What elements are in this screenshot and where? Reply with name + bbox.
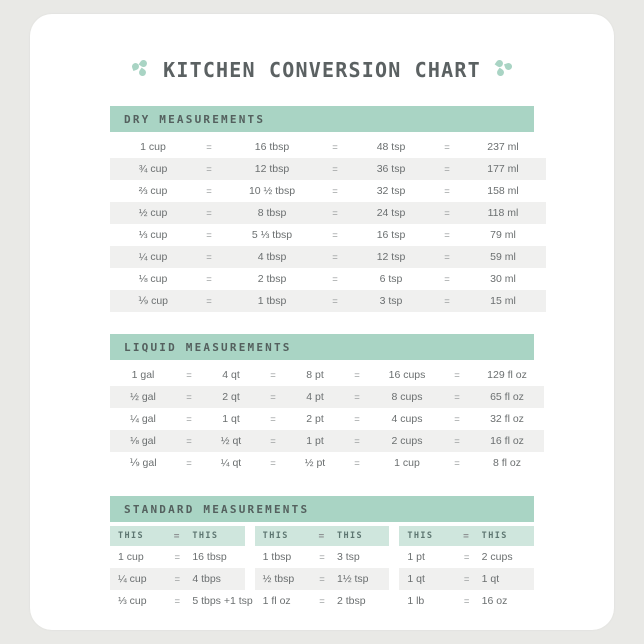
cell-value: 1 pt bbox=[286, 430, 344, 452]
cell-value: 10 ½ tbsp bbox=[222, 180, 322, 202]
column-header-equals: = bbox=[168, 526, 186, 546]
cell-value: 5 ⅓ tbsp bbox=[222, 224, 322, 246]
cell-value: 1 qt bbox=[476, 568, 534, 590]
cell-value: ⅛ gal bbox=[110, 430, 176, 452]
leaf-flourish-left-icon bbox=[131, 60, 153, 80]
cell-equals: = bbox=[168, 590, 186, 612]
cell-value: 1½ tsp bbox=[331, 568, 389, 590]
cell-equals: = bbox=[313, 590, 331, 612]
standard-group-1 bbox=[110, 526, 253, 612]
cell-equals: = bbox=[322, 158, 348, 180]
table-row bbox=[110, 568, 245, 590]
cell-equals: = bbox=[196, 246, 222, 268]
table-header-row bbox=[399, 526, 534, 546]
cell-value: 1 lb bbox=[399, 590, 457, 612]
cell-value: 8 pt bbox=[286, 364, 344, 386]
cell-equals: = bbox=[434, 158, 460, 180]
table-row bbox=[110, 408, 544, 430]
section-header-liquid bbox=[110, 334, 534, 360]
cell-equals: = bbox=[313, 568, 331, 590]
cell-equals: = bbox=[260, 452, 286, 474]
cell-value: 36 tsp bbox=[348, 158, 434, 180]
cell-equals: = bbox=[196, 136, 222, 158]
cell-equals: = bbox=[322, 136, 348, 158]
cell-value: 30 ml bbox=[460, 268, 546, 290]
cell-equals: = bbox=[196, 224, 222, 246]
table-header-row bbox=[110, 526, 245, 546]
table-standard-1 bbox=[110, 526, 253, 612]
cell-value: 8 cups bbox=[370, 386, 444, 408]
standard-group-2 bbox=[255, 526, 390, 612]
cell-equals: = bbox=[322, 224, 348, 246]
cell-equals: = bbox=[176, 364, 202, 386]
table-row bbox=[110, 452, 544, 474]
page-title bbox=[110, 58, 534, 82]
cell-equals: = bbox=[434, 268, 460, 290]
cell-value: 8 fl oz bbox=[470, 452, 544, 474]
cell-value: ¼ cup bbox=[110, 568, 168, 590]
cell-equals: = bbox=[434, 202, 460, 224]
section-header-dry bbox=[110, 106, 534, 132]
cell-equals: = bbox=[322, 246, 348, 268]
cell-value: 12 tsp bbox=[348, 246, 434, 268]
cell-value: ¼ qt bbox=[202, 452, 260, 474]
cell-equals: = bbox=[458, 546, 476, 568]
section-header-dry-label: DRY MEASUREMENTS bbox=[124, 112, 266, 126]
chart-content bbox=[110, 44, 534, 612]
cell-value: 2 cups bbox=[476, 546, 534, 568]
cell-value: 5 tbps +1 tsp bbox=[186, 590, 244, 612]
cell-equals: = bbox=[322, 268, 348, 290]
column-header-this-right: THIS bbox=[186, 526, 244, 546]
table-row bbox=[399, 546, 534, 568]
cell-equals: = bbox=[196, 268, 222, 290]
table-row bbox=[399, 568, 534, 590]
section-header-standard bbox=[110, 496, 534, 522]
cell-value: 1 fl oz bbox=[255, 590, 313, 612]
cell-value: 1 pt bbox=[399, 546, 457, 568]
column-header-this-left: THIS bbox=[255, 526, 313, 546]
cell-value: 16 tbsp bbox=[186, 546, 244, 568]
standard-group-3 bbox=[399, 526, 534, 612]
table-row bbox=[110, 590, 245, 612]
column-header-this-right: THIS bbox=[476, 526, 534, 546]
cell-equals: = bbox=[168, 568, 186, 590]
leaf-flourish-right-icon bbox=[491, 60, 513, 80]
cell-equals: = bbox=[168, 546, 186, 568]
cell-value: ⅛ cup bbox=[110, 268, 196, 290]
cell-value: 158 ml bbox=[460, 180, 546, 202]
column-header-this-left: THIS bbox=[399, 526, 457, 546]
cell-equals: = bbox=[260, 386, 286, 408]
cell-value: 1 cup bbox=[370, 452, 444, 474]
table-row bbox=[110, 364, 544, 386]
cell-equals: = bbox=[196, 290, 222, 312]
cell-equals: = bbox=[344, 386, 370, 408]
table-standard-3 bbox=[399, 526, 534, 612]
cell-equals: = bbox=[444, 452, 470, 474]
cell-value: 1 gal bbox=[110, 364, 176, 386]
cell-value: ⅔ cup bbox=[110, 180, 196, 202]
table-liquid-measurements bbox=[110, 364, 544, 474]
cell-value: 1 qt bbox=[399, 568, 457, 590]
table-row bbox=[110, 246, 546, 268]
column-header-this-left: THIS bbox=[110, 526, 168, 546]
table-row bbox=[110, 546, 245, 568]
cell-value: 65 fl oz bbox=[470, 386, 544, 408]
cell-value: 3 tsp bbox=[348, 290, 434, 312]
cell-equals: = bbox=[444, 364, 470, 386]
cell-equals: = bbox=[176, 408, 202, 430]
cell-value: 3 tsp bbox=[331, 546, 389, 568]
table-standard-2 bbox=[255, 526, 390, 612]
cell-value: 24 tsp bbox=[348, 202, 434, 224]
cell-value: ¼ gal bbox=[110, 408, 176, 430]
section-header-liquid-label: LIQUID MEASUREMENTS bbox=[124, 340, 292, 354]
cell-value: 8 tbsp bbox=[222, 202, 322, 224]
cell-value: ½ cup bbox=[110, 202, 196, 224]
cell-value: 1 tbsp bbox=[222, 290, 322, 312]
standard-measurements-groups bbox=[110, 526, 534, 612]
cell-value: 4 pt bbox=[286, 386, 344, 408]
cell-value: ⅑ cup bbox=[110, 290, 196, 312]
table-row bbox=[110, 430, 544, 452]
table-row bbox=[110, 290, 546, 312]
cell-equals: = bbox=[196, 158, 222, 180]
cell-value: 1 cup bbox=[110, 136, 196, 158]
cell-value: 118 ml bbox=[460, 202, 546, 224]
column-header-this-right: THIS bbox=[331, 526, 389, 546]
cell-value: 16 cups bbox=[370, 364, 444, 386]
cell-equals: = bbox=[444, 386, 470, 408]
cell-value: 1 tbsp bbox=[255, 546, 313, 568]
cell-equals: = bbox=[176, 430, 202, 452]
cell-value: 79 ml bbox=[460, 224, 546, 246]
table-row bbox=[110, 224, 546, 246]
cell-value: ½ pt bbox=[286, 452, 344, 474]
cell-equals: = bbox=[196, 180, 222, 202]
cell-value: 48 tsp bbox=[348, 136, 434, 158]
cell-value: 237 ml bbox=[460, 136, 546, 158]
cell-value: 2 tbsp bbox=[331, 590, 389, 612]
cell-value: 129 fl oz bbox=[470, 364, 544, 386]
cell-value: 32 fl oz bbox=[470, 408, 544, 430]
column-header-equals: = bbox=[458, 526, 476, 546]
cell-equals: = bbox=[322, 202, 348, 224]
table-row bbox=[255, 590, 390, 612]
cell-equals: = bbox=[176, 386, 202, 408]
cell-value: 16 fl oz bbox=[470, 430, 544, 452]
cell-equals: = bbox=[344, 408, 370, 430]
cell-equals: = bbox=[260, 430, 286, 452]
cell-value: 4 cups bbox=[370, 408, 444, 430]
cell-equals: = bbox=[322, 180, 348, 202]
table-header-row bbox=[255, 526, 390, 546]
cell-value: 6 tsp bbox=[348, 268, 434, 290]
cell-equals: = bbox=[444, 430, 470, 452]
table-row bbox=[255, 568, 390, 590]
table-row bbox=[399, 590, 534, 612]
cell-value: 4 qt bbox=[202, 364, 260, 386]
cell-value: 16 oz bbox=[476, 590, 534, 612]
cell-value: 16 tsp bbox=[348, 224, 434, 246]
section-header-standard-label: STANDARD MEASUREMENTS bbox=[124, 502, 310, 516]
table-row bbox=[110, 158, 546, 180]
page-title-text: KITCHEN CONVERSION CHART bbox=[163, 58, 481, 82]
cell-equals: = bbox=[260, 408, 286, 430]
cell-equals: = bbox=[344, 452, 370, 474]
cell-value: ⅓ cup bbox=[110, 590, 168, 612]
table-liquid-body bbox=[110, 364, 544, 474]
table-dry-body bbox=[110, 136, 546, 312]
cell-value: 177 ml bbox=[460, 158, 546, 180]
cell-value: ¼ cup bbox=[110, 246, 196, 268]
cell-equals: = bbox=[196, 202, 222, 224]
cell-equals: = bbox=[434, 180, 460, 202]
cell-value: 4 tbps bbox=[186, 568, 244, 590]
cell-equals: = bbox=[434, 246, 460, 268]
cell-value: 59 ml bbox=[460, 246, 546, 268]
cell-value: ¾ cup bbox=[110, 158, 196, 180]
cell-equals: = bbox=[458, 590, 476, 612]
cell-equals: = bbox=[434, 290, 460, 312]
cell-value: ½ qt bbox=[202, 430, 260, 452]
cell-equals: = bbox=[434, 224, 460, 246]
cell-equals: = bbox=[260, 364, 286, 386]
cell-equals: = bbox=[344, 364, 370, 386]
cell-value: 15 ml bbox=[460, 290, 546, 312]
table-row bbox=[110, 268, 546, 290]
cell-equals: = bbox=[313, 546, 331, 568]
table-dry-measurements bbox=[110, 136, 546, 312]
cell-equals: = bbox=[344, 430, 370, 452]
cell-value: 2 pt bbox=[286, 408, 344, 430]
cell-equals: = bbox=[458, 568, 476, 590]
cell-value: 16 tbsp bbox=[222, 136, 322, 158]
table-row bbox=[110, 202, 546, 224]
cell-equals: = bbox=[444, 408, 470, 430]
cell-value: 1 qt bbox=[202, 408, 260, 430]
column-header-equals: = bbox=[313, 526, 331, 546]
cell-value: ⅑ gal bbox=[110, 452, 176, 474]
cell-value: 32 tsp bbox=[348, 180, 434, 202]
cell-value: 12 tbsp bbox=[222, 158, 322, 180]
cell-value: ⅓ cup bbox=[110, 224, 196, 246]
cell-equals: = bbox=[434, 136, 460, 158]
cell-value: 4 tbsp bbox=[222, 246, 322, 268]
conversion-chart-card bbox=[30, 14, 614, 630]
cell-value: 2 qt bbox=[202, 386, 260, 408]
cell-equals: = bbox=[322, 290, 348, 312]
table-row bbox=[110, 136, 546, 158]
cell-equals: = bbox=[176, 452, 202, 474]
cell-value: ½ tbsp bbox=[255, 568, 313, 590]
cell-value: 2 cups bbox=[370, 430, 444, 452]
table-row bbox=[255, 546, 390, 568]
cell-value: 1 cup bbox=[110, 546, 168, 568]
cell-value: 2 tbsp bbox=[222, 268, 322, 290]
cell-value: ½ gal bbox=[110, 386, 176, 408]
table-row bbox=[110, 386, 544, 408]
table-row bbox=[110, 180, 546, 202]
